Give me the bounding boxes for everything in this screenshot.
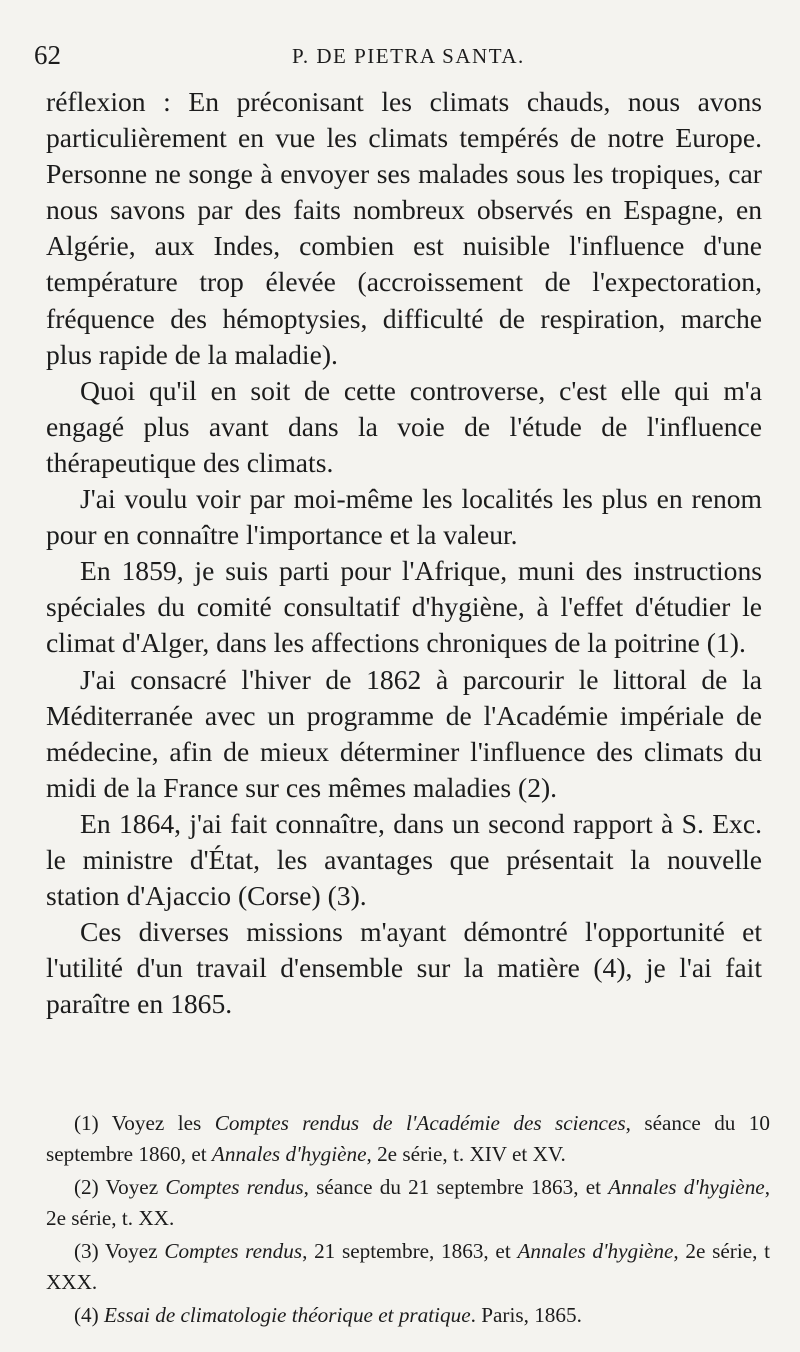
footnote-text: , 2e série, t. XX.	[46, 1175, 770, 1230]
footnote	[46, 1236, 770, 1298]
footnote	[46, 1300, 770, 1331]
footnote	[46, 1172, 770, 1234]
footnote-text: . Paris, 1865.	[470, 1303, 582, 1327]
footnotes	[46, 1108, 770, 1333]
page-number: 62	[34, 40, 61, 70]
footnote-text: , séance du 21 septembre 1863, et	[303, 1175, 609, 1199]
running-head: P. DE PIETRA SANTA.	[292, 44, 525, 68]
paragraph: Ces diverses missions m'ayant démontré l'opportunité et l'utilité d'un travail d'ensemble sur la matière (4), je l'ai fait paraître en 1865.	[46, 916, 762, 1020]
footnote-text: , 21 septembre, 1863, et	[302, 1239, 518, 1263]
footnote-title: Annales d'hygiène	[211, 1142, 367, 1166]
footnote-title: Essai de climatologie théorique et pratique	[104, 1303, 471, 1327]
footnote-title: Annales d'hygiène	[608, 1175, 765, 1199]
paragraph: J'ai voulu voir par moi-même les localités les plus en renom pour en connaître l'importance et la valeur.	[46, 483, 762, 551]
paragraph: réflexion : En préconisant les climats chauds, nous avons particulièrement en vue les climats tempérés de notre Europe. Personne ne songe à envoyer ses malades sous les tropiques, car nous savons par des faits nombreux observés en Espagne, en Algérie, aux Indes, combien est nuisible l'influence d'une température trop élevée (accroissement de l'expectoration, fréquence des hémoptysies, difficulté de respiration, marche plus rapide de la maladie).	[46, 86, 762, 370]
footnote-title: Comptes rendus	[165, 1175, 304, 1199]
footnote-text: , 2e série, t. XIV et XV.	[366, 1142, 566, 1166]
footnote-text: (2) Voyez	[74, 1175, 166, 1199]
footnote-text: , séance du 10 septembre 1860, et	[46, 1111, 770, 1166]
footnote-text: , 2e série, t XXX.	[46, 1239, 771, 1294]
paragraph: Quoi qu'il en soit de cette controverse, c'est elle qui m'a engagé plus avant dans la voie de l'étude de l'influence thérapeutique des climats.	[46, 374, 762, 478]
page-header	[34, 40, 764, 80]
footnote	[46, 1108, 770, 1170]
paragraph: J'ai consacré l'hiver de 1862 à parcourir le littoral de la Méditerranée avec un programme de l'Académie impériale de médecine, afin de mieux déterminer l'influence des climats du midi de la France sur ces mêmes maladies (2).	[46, 663, 762, 803]
footnote-title: Annales d'hygiène	[517, 1239, 674, 1263]
paragraph: En 1864, j'ai fait connaître, dans un second rapport à S. Exc. le ministre d'État, les avantages que présentait la nouvelle station d'Ajaccio (Corse) (3).	[46, 807, 762, 912]
footnote-title: Comptes rendus de l'Académie des sciences	[214, 1111, 626, 1135]
footnote-text: (1) Voyez les	[74, 1111, 215, 1135]
footnote-text: (4)	[74, 1303, 105, 1327]
body-text	[46, 84, 762, 1022]
paragraph: En 1859, je suis parti pour l'Afrique, muni des instructions spéciales du comité consultatif d'hygiène, à l'effet d'étudier le climat d'Alger, dans les affections chroniques de la poitrine (1).	[46, 555, 762, 659]
footnote-text: (3) Voyez	[74, 1239, 165, 1263]
footnote-title: Comptes rendus	[164, 1239, 303, 1263]
